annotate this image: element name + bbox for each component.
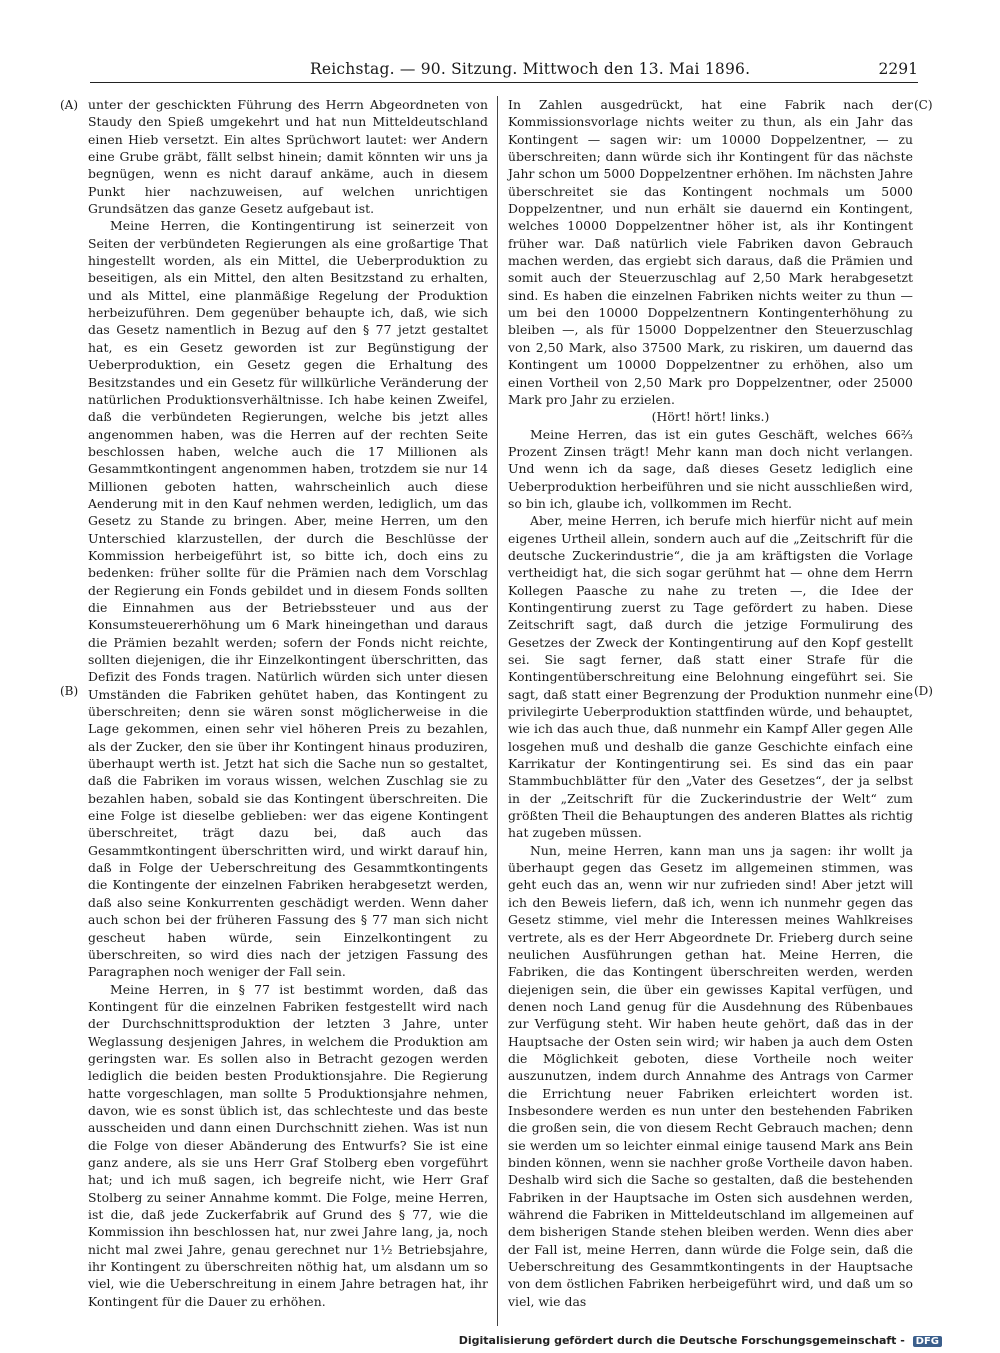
margin-marker-b: (B) [60, 684, 79, 698]
paragraph: unter der geschickten Führung des Herrn Abgeordneten von Staudy den Spieß umgekehrt und hat nun Mitteldeutschland einen Hieb versetzt. Ein altes Sprüchwort lautet: wer Andern eine Grube gräbt, fällt selbst hinein; damit könnten wir uns ja begnügen, wenn es nicht darauf ankäme, auch in diesem Punkt hier nachzuweisen, auf welchen unrichtigen Grundsätzen das ganze Gesetz aufgebaut ist. [88, 97, 488, 217]
paragraph: Meine Herren, das ist ein gutes Geschäft, welches 66⅔ Prozent Zinsen trägt! Mehr kann man doch nicht verlangen. Und wenn ich da sage, daß dieses Gesetz lediglich eine Ueberproduktion herbeiführen und sie nicht ausschließen wird, so bin ich, glaube ich, vollkommen im Recht. [508, 426, 913, 511]
paragraph: Meine Herren, die Kontingentirung ist seinerzeit von Seiten der verbündeten Regierungen als eine großartige That hingestellt worden, als ein Mittel, die Ueberproduktion zu beseitigen, als ein Mittel, den alten Besitzstand zu erhalten, und als Mittel, eine planmäßige Regelung der Produktion herbeizuführen. Dem gegenüber behaupte ich, daß, wie sich das Gesetz namentlich in Bezug auf den § 77 jetzt gestaltet hat, es ein Gesetz geworden ist zur Begünstigung der Ueberproduktion, ein Gesetz gegen die Erhaltung des Besitzstandes und ein Gesetz für willkürliche Veränderung der natürlichen Produktionsverhältnisse. Ich habe keinen Zweifel, daß die verbündeten Regierungen, welche bis jetzt alles angenommen haben, was die Herren auf der rechten Seite beschlossen haben, welche auch die 17 Millionen als Gesammtkontingent angenommen haben, trotzdem sie nur 14 Millionen geboten hatten, wahrscheinlich auch diese Aenderung mit in den Kauf nehmen werden, lediglich, um das Gesetz zu Stande zu bringen. Aber, meine Herren, um den Unterschied klarzustellen, der durch die Beschlüsse der Kommission herbeigeführt ist, so bitte ich, doch eins zu bedenken: früher sollte für die Prämien nach dem Vorschlag der Regierung ein Fonds gebildet und in diesem Fonds sollten die Einnahmen aus der Betriebssteuer und aus der Konsumsteuererhöhung um 6 Mark hineingethan und daraus die Prämien bezahlt werden; sofern der Fonds nicht reichte, sollten diejenigen, die ihr Einzelkontingent überschritten, das Defizit des Fonds tragen. Natürlich würden sich unter diesen Umständen die Fabriken gehütet haben, das Kontingent zu überschreiten; denn sie wären sonst möglicherweise in die Lage gekommen, einen sehr viel höheren Preis zu bezahlen, als der Zucker, den sie über ihr Kontingent hinaus produziren, überhaupt werth ist. Jetzt hat sich die Sache nun so gestaltet, daß die Fabriken im voraus wissen, welchen Zuschlag sie zu bezahlen haben, sobald sie das Kontingent überschreiten. Die eine Folge ist dieselbe geblieben: wer das eigene Kontingent überschreitet, trägt dazu bei, daß auch das Gesammtkontingent überschritten wird, und wirkt darauf hin, daß in Folge der Ueberschreitung des Gesammtkontingents die Kontingente der einzelnen Fabriken herabgesetzt werden, daß also seine Konkurrenten geschädigt werden. Wenn daher auch schon bei der früheren Fassung des § 77 man sich nicht gescheut haben würde, sein Einzelkontingent zu überschreiten, so wird dies nach der jetzigen Fassung des Paragraphen noch weniger der Fall sein. [88, 218, 488, 980]
page-number: 2291 [878, 60, 918, 78]
footer-text: Digitalisierung gefördert durch die Deutsche Forschungsgemeinschaft - [458, 1334, 905, 1347]
margin-marker-c: (C) [914, 98, 933, 112]
dfg-logo-icon: DFG [913, 1336, 942, 1347]
margin-marker-d: (D) [914, 684, 933, 698]
running-title: Reichstag. — 90. Sitzung. Mittwoch den 13. Mai 1896. [310, 60, 751, 78]
interjection: (Hört! hört! links.) [651, 409, 770, 425]
page-header [90, 56, 918, 83]
digitization-footer [459, 1334, 942, 1347]
right-column [508, 96, 913, 1310]
paragraph: In Zahlen ausgedrückt, hat eine Fabrik nach der Kommissionsvorlage nichts weiter zu thun, als ein Jahr das Kontingent — sagen wir: um 10000 Doppelzentner, — zu überschreiten; dann würde sich ihr Kontingent für das nächste Jahr schon um 5000 Doppelzentner erhöhen. Im nächsten Jahre überschreitet sie das Kontingent nochmals um 5000 Doppelzentner, und nun erhält sie dauernd ein Kontingent, welches 10000 Doppelzentner höher ist, als ihr Kontingent früher war. Daß natürlich viele Fabriken davon Gebrauch machen werden, das ergiebt sich daraus, daß die Prämien und somit auch der Steuerzuschlag auf 2,50 Mark herabgesetzt sind. Es haben die einzelnen Fabriken nichts weiter zu thun — um bei den 10000 Doppelzentnern Kontingenterhöhung zu bleiben —, als für 15000 Doppelzentner den Steuerzuschlag von 2,50 Mark, also 37500 Mark, zu riskiren, um dauernd das Kontingent um 10000 Doppelzentner zu erhöhen, also um einen Vortheil von 2,50 Mark pro Doppelzentner, oder 25000 Mark pro Jahr zu erzielen. [508, 97, 913, 407]
margin-marker-a: (A) [60, 98, 79, 112]
paragraph: Aber, meine Herren, ich berufe mich hierfür nicht auf mein eigenes Urtheil allein, sondern auch auf die „Zeitschrift für die deutsche Zuckerindustrie“, die ja am kräftigsten die Vorlage vertheidigt hat, die sich sogar gerühmt hat — ohne dem Herrn Kollegen Paasche zu nahe zu treten —, die Idee der Kontingentirung zuerst zu Tage gefördert zu haben. Diese Zeitschrift sagt, daß durch die jetzige Formulirung des Gesetzes der Zweck der Kontingentirung auf den Kopf gestellt sei. Sie sagt ferner, daß statt einer Strafe für die Kontingentüberschreitung eine Belohnung eingeführt sei. Sie sagt, daß statt einer Begrenzung der Produktion nunmehr eine privilegirte Ueberproduktion stattfinden würde, und behauptet, wie ich das auch thue, daß nunmehr ein Kampf Aller gegen Alle losgehen muß und deshalb die ganze Geschichte einfach eine Karrikatur der Kontingentirung sei. Es sind das ein paar Stammbuchblätter für den „Vater des Gesetzes“, der ja selbst in der „Zeitschrift für die Zuckerindustrie der Welt“ zum größten Theil die Behauptungen des anderen Blattes als richtig hat zugeben müssen. [508, 513, 913, 841]
column-divider [497, 96, 498, 1326]
paragraph: Meine Herren, in § 77 ist bestimmt worden, daß das Kontingent für die einzelnen Fabriken festgestellt wird nach der Durchschnittsproduktion der letzten 3 Jahre, unter Weglassung desjenigen Jahres, in welchem die Produktion am geringsten war. Es sollen also in Betracht gezogen werden lediglich die beiden besten Produktionsjahre. Die Regierung hatte vorgeschlagen, man sollte 5 Produktionsjahre nehmen, davon, wie es sonst üblich ist, das schlechteste und das beste ausscheiden und dann einen Durchschnitt ziehen. Was ist nun die Folge von dieser Abänderung des Entwurfs? Sie ist eine ganz andere, als sie uns Herr Graf Stolberg eben vorgeführt hat; und ich muß sagen, ich begreife nicht, wie Herr Graf Stolberg zu seiner Annahme kommt. Die Folge, meine Herren, ist die, daß jede Zuckerfabrik auf Grund des § 77, wie die Kommission ihn beschlossen hat, nur zwei Jahre lang, ja, noch nicht mal zwei Jahre, genau gerechnet nur 1½ Betriebsjahre, ihr Kontingent zu überschreiten nöthig hat, um alsdann um so viel, wie die Ueberschreitung in einem Jahre betragen hat, ihr Kontingent für die Dauer zu erhöhen. [88, 981, 488, 1309]
left-column [88, 96, 488, 1310]
paragraph: Nun, meine Herren, kann man uns ja sagen: ihr wollt ja überhaupt gegen das Gesetz im allgemeinen stimmen, was geht euch das an, wenn wir nur zufrieden sind! Aber jetzt will ich den Beweis liefern, daß ich, wenn ich nunmehr gegen das Gesetz stimme, viel mehr die Interessen meines Wahlkreises vertrete, als es der Herr Abgeordnete Dr. Frieberg durch seine neulichen Ausführungen gethan hat. Meine Herren, die Fabriken, die das Kontingent überschreiten werden, werden diejenigen sein, die über ein gewisses Kapital verfügen, und denen noch Land genug für die Ausdehnung des Rübenbaues zur Verfügung steht. Wir haben heute gehört, daß das in der Hauptsache der Osten sein wird; wir haben ja auch dem Osten die Möglichkeit geboten, diese Vortheile noch weiter auszunutzen, indem durch Annahme des Antrags von Carmer die Errichtung neuer Fabriken erleichtert worden ist. Insbesondere werden es nun unter den bestehenden Fabriken die großen sein, die von diesem Recht Gebrauch machen; denn sie werden um so leichter einmal einige tausend Mark ans Bein binden können, wenn sie nachher große Vortheile davon haben. Deshalb wird sich die Sache so gestalten, daß die bestehenden Fabriken in der Hauptsache im Osten sich ausdehnen werden, während die Fabriken in Mitteldeutschland im allgemeinen auf dem bisherigen Stande stehen bleiben werden. Wenn dies aber der Fall ist, meine Herren, dann würde die Folge sein, daß die Ueberschreitung des Gesammtkontingents in der Hauptsache von dem östlichen Fabriken herbeigeführt wird, und daß um so viel, wie das [508, 842, 913, 1309]
